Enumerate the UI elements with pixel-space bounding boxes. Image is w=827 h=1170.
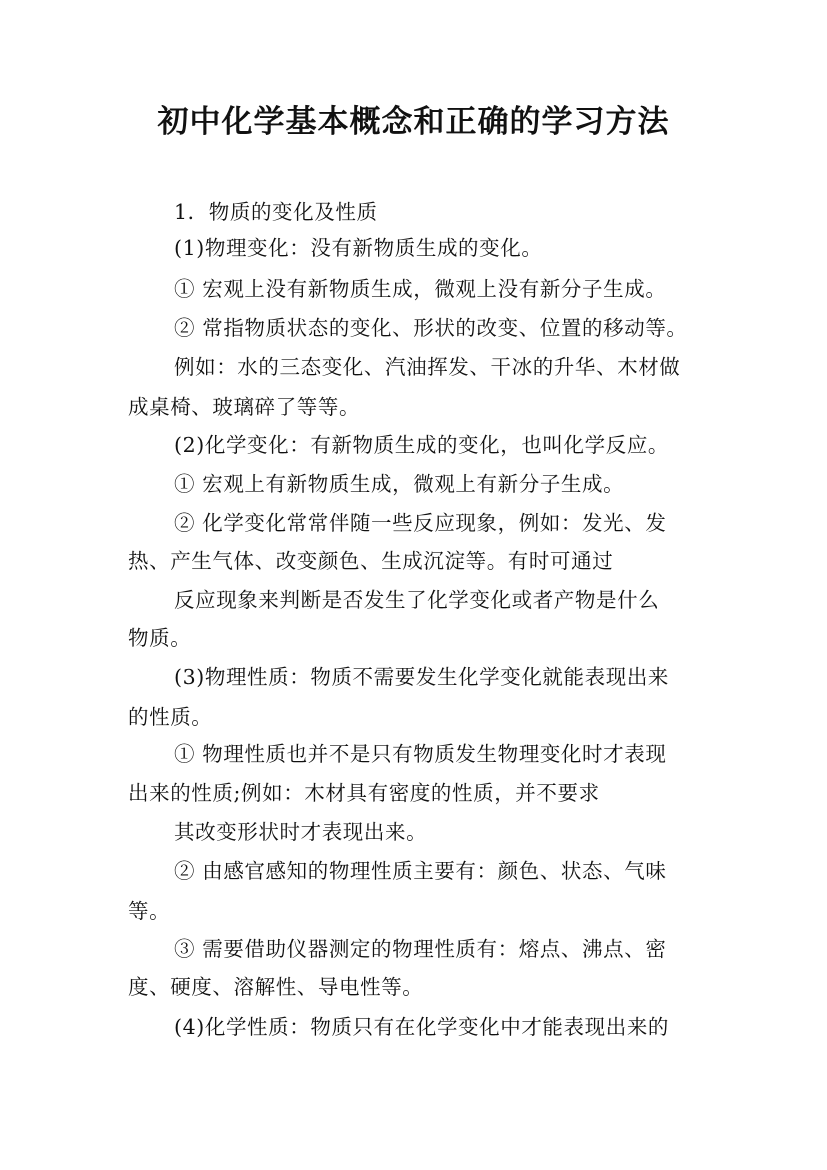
paragraph-line: ② 常指物质状态的变化、形状的改变、位置的移动等。 [174,316,688,340]
paragraph-line: 成桌椅、玻璃碎了等等。 [128,395,361,419]
paragraph-line: ① 物理性质也并不是只有物质发生物理变化时才表现 [174,742,667,766]
paragraph-line: 热、产生气体、改变颜色、生成沉淀等。有时可通过 [128,549,614,573]
paragraph-line: 物质。 [128,626,192,650]
paragraph-line: ② 化学变化常常伴随一些反应现象，例如：发光、发 [174,511,667,535]
subsection-heading: (2)化学变化：有新物质生成的变化，也叫化学反应。 [174,433,670,457]
subsection-heading: (4)化学性质：物质只有在化学变化中才能表现出来的 [174,1015,670,1039]
document-title: 初中化学基本概念和正确的学习方法 [157,104,670,140]
paragraph-line: ③ 需要借助仪器测定的物理性质有：熔点、沸点、密 [174,937,667,961]
subsection-heading: (1)物理变化：没有新物质生成的变化。 [174,236,543,260]
paragraph-line: 的性质。 [128,705,213,729]
paragraph-line: ① 宏观上没有新物质生成，微观上没有新分子生成。 [174,277,667,301]
paragraph-line: 其改变形状时才表现出来。 [174,820,428,844]
paragraph-line: 度、硬度、溶解性、导电性等。 [128,975,424,999]
paragraph-line: ① 宏观上有新物质生成，微观上有新分子生成。 [174,472,625,496]
paragraph-line: 例如：水的三态变化、汽油挥发、干冰的升华、木材做 [174,355,681,379]
paragraph-line: 等。 [128,899,171,923]
paragraph-line: 出来的性质;例如：木材具有密度的性质，并不要求 [128,781,600,805]
paragraph-line: ② 由感官感知的物理性质主要有：颜色、状态、气味 [174,859,667,883]
subsection-heading: (3)物理性质：物质不需要发生化学变化就能表现出来 [174,665,670,689]
section-heading: 1．物质的变化及性质 [174,200,378,224]
paragraph-line: 反应现象来判断是否发生了化学变化或者产物是什么 [174,588,660,612]
